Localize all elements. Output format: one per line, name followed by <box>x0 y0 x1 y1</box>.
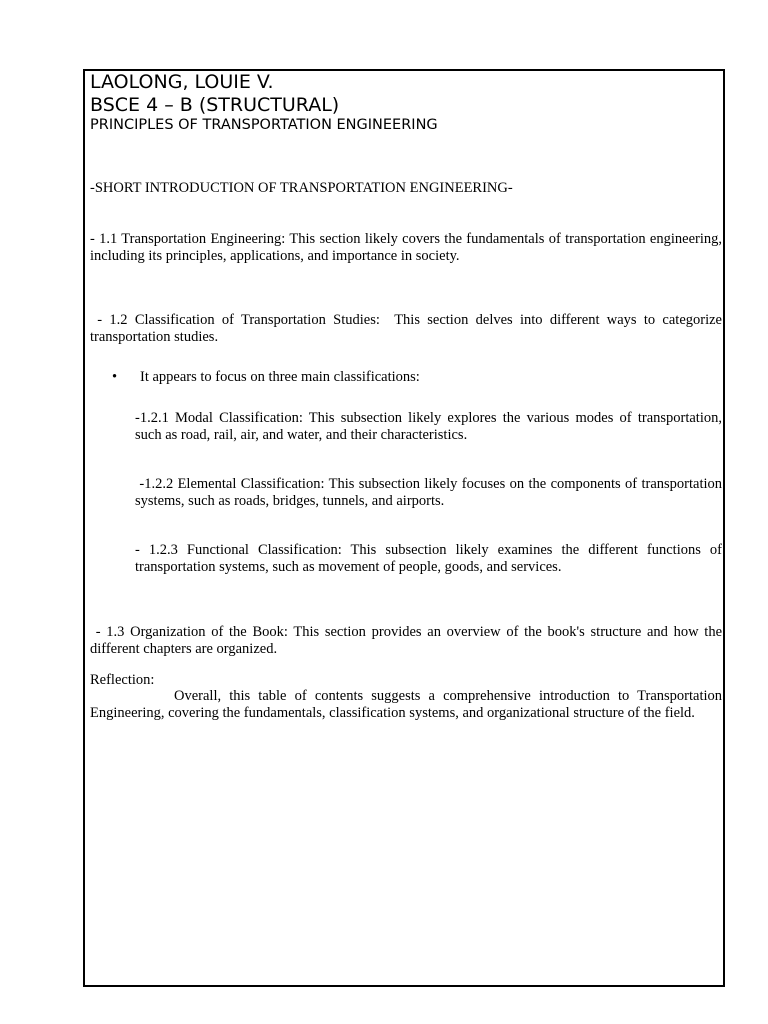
section-1-2-3: - 1.2.3 Functional Classification: This subsection likely examines the different functions of transportation systems, such as movement of people, goods, and services. <box>135 542 722 575</box>
bullet-icon: • <box>112 369 118 385</box>
reflection-text: Overall, this table of contents suggests a comprehensive introduction to Transportation Engineering, covering the fundamentals, classification systems, and organizational structure of the field. <box>90 688 722 721</box>
section-1-3: - 1.3 Organization of the Book: This section provides an overview of the book's structure and how the different chapters are organized. <box>90 624 726 657</box>
course-section: BSCE 4 – B (STRUCTURAL) <box>90 94 340 116</box>
section-1-1: - 1.1 Transportation Engineering: This section likely covers the fundamentals of transportation engineering, including its principles, applications, and importance in society. <box>90 231 722 264</box>
section-1-2: - 1.2 Classification of Transportation Studies: This section delves into different ways to categorize transportation studies. <box>90 312 726 345</box>
section-1-2-1: -1.2.1 Modal Classification: This subsection likely explores the various modes of transportation, such as road, rail, air, and water, and their characteristics. <box>135 410 722 443</box>
reflection-label: Reflection: <box>90 672 155 688</box>
section-1-2-2: -1.2.2 Elemental Classification: This subsection likely focuses on the components of transportation systems, such as roads, bridges, tunnels, and airports. <box>135 476 726 509</box>
bullet-item <box>112 369 420 386</box>
page-border <box>83 69 725 987</box>
document-title: -SHORT INTRODUCTION OF TRANSPORTATION ENGINEERING- <box>90 180 513 196</box>
document-header <box>90 70 438 134</box>
author-name: LAOLONG, LOUIE V. <box>90 71 274 93</box>
subject-title: PRINCIPLES OF TRANSPORTATION ENGINEERING <box>90 117 438 133</box>
bullet-text: It appears to focus on three main classifications: <box>140 369 420 385</box>
